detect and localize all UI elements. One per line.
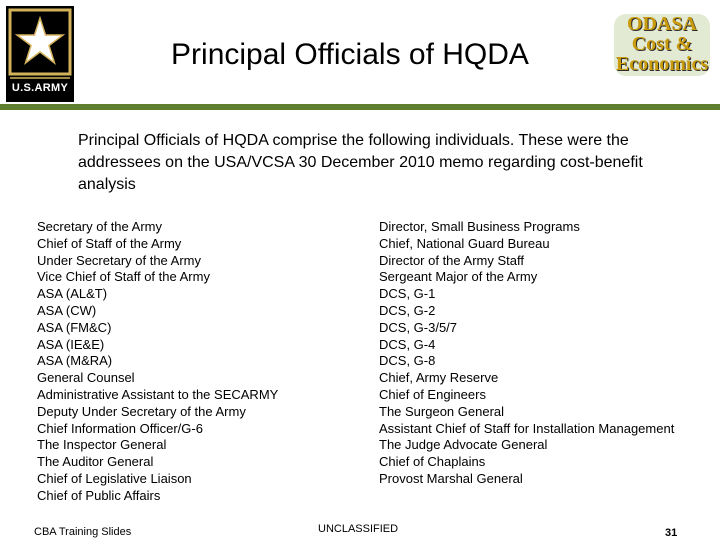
- list-item: Chief of Chaplains: [379, 454, 486, 470]
- list-item: Chief of Public Affairs: [37, 487, 161, 503]
- list-item: Vice Chief of Staff of the Army: [37, 269, 210, 285]
- page-number: 31: [665, 527, 678, 539]
- list-item: ASA (FM&C): [37, 319, 112, 335]
- list-item: ASA (IE&E): [37, 336, 105, 352]
- odasa-logo: [612, 12, 712, 78]
- list-item: The Judge Advocate General: [379, 437, 548, 453]
- list-item: DCS, G-3/5/7: [379, 319, 458, 335]
- odasa-line: ODASA: [626, 13, 697, 35]
- footer-source: CBA Training Slides: [34, 526, 132, 538]
- us-army-logo: [6, 6, 74, 102]
- officials-list-left: [37, 219, 278, 505]
- list-item: Administrative Assistant to the SECARMY: [37, 386, 279, 402]
- list-item: General Counsel: [37, 370, 135, 386]
- classification-label: UNCLASSIFIED: [318, 523, 399, 535]
- list-item: Assistant Chief of Staff for Installation Management: [379, 420, 675, 436]
- header-divider: [0, 104, 720, 110]
- list-item: DCS, G-8: [379, 353, 436, 369]
- list-item: ASA (CW): [37, 302, 97, 318]
- list-item: The Inspector General: [37, 437, 167, 453]
- list-item: DCS, G-2: [379, 302, 436, 318]
- list-item: Chief, National Guard Bureau: [379, 235, 550, 251]
- odasa-line: Economics: [615, 53, 709, 75]
- list-item: Director, Small Business Programs: [379, 219, 580, 234]
- list-item: DCS, G-1: [379, 286, 436, 302]
- list-item: Chief of Staff of the Army: [37, 235, 182, 251]
- list-item: ASA (M&RA): [37, 353, 113, 369]
- list-item: The Auditor General: [37, 454, 154, 470]
- page-title: Principal Officials of HQDA: [171, 38, 529, 71]
- list-item: Provost Marshal General: [379, 470, 523, 486]
- list-item: DCS, G-4: [379, 336, 436, 352]
- list-item: Under Secretary of the Army: [37, 252, 202, 268]
- list-item: Sergeant Major of the Army: [379, 269, 538, 285]
- list-item: Chief of Engineers: [379, 386, 486, 402]
- list-item: The Surgeon General: [379, 403, 505, 419]
- army-logo-text: U.S.ARMY: [11, 82, 69, 94]
- officials-list-right: [379, 219, 674, 488]
- list-item: Chief Information Officer/G-6: [37, 420, 203, 436]
- intro-paragraph: Principal Officials of HQDA comprise the following individuals. These were the addressees on the USA/VCSA 30 December 2010 memo regarding cost-benefit analysis: [78, 132, 643, 193]
- list-item: Chief of Legislative Liaison: [37, 470, 192, 486]
- odasa-logo-text: [612, 14, 712, 74]
- list-item: Secretary of the Army: [37, 219, 162, 234]
- list-item: Director of the Army Staff: [379, 252, 524, 268]
- list-item: Deputy Under Secretary of the Army: [37, 403, 246, 419]
- odasa-line: Cost &: [631, 33, 693, 55]
- list-item: Chief, Army Reserve: [379, 370, 499, 386]
- list-item: ASA (AL&T): [37, 286, 108, 302]
